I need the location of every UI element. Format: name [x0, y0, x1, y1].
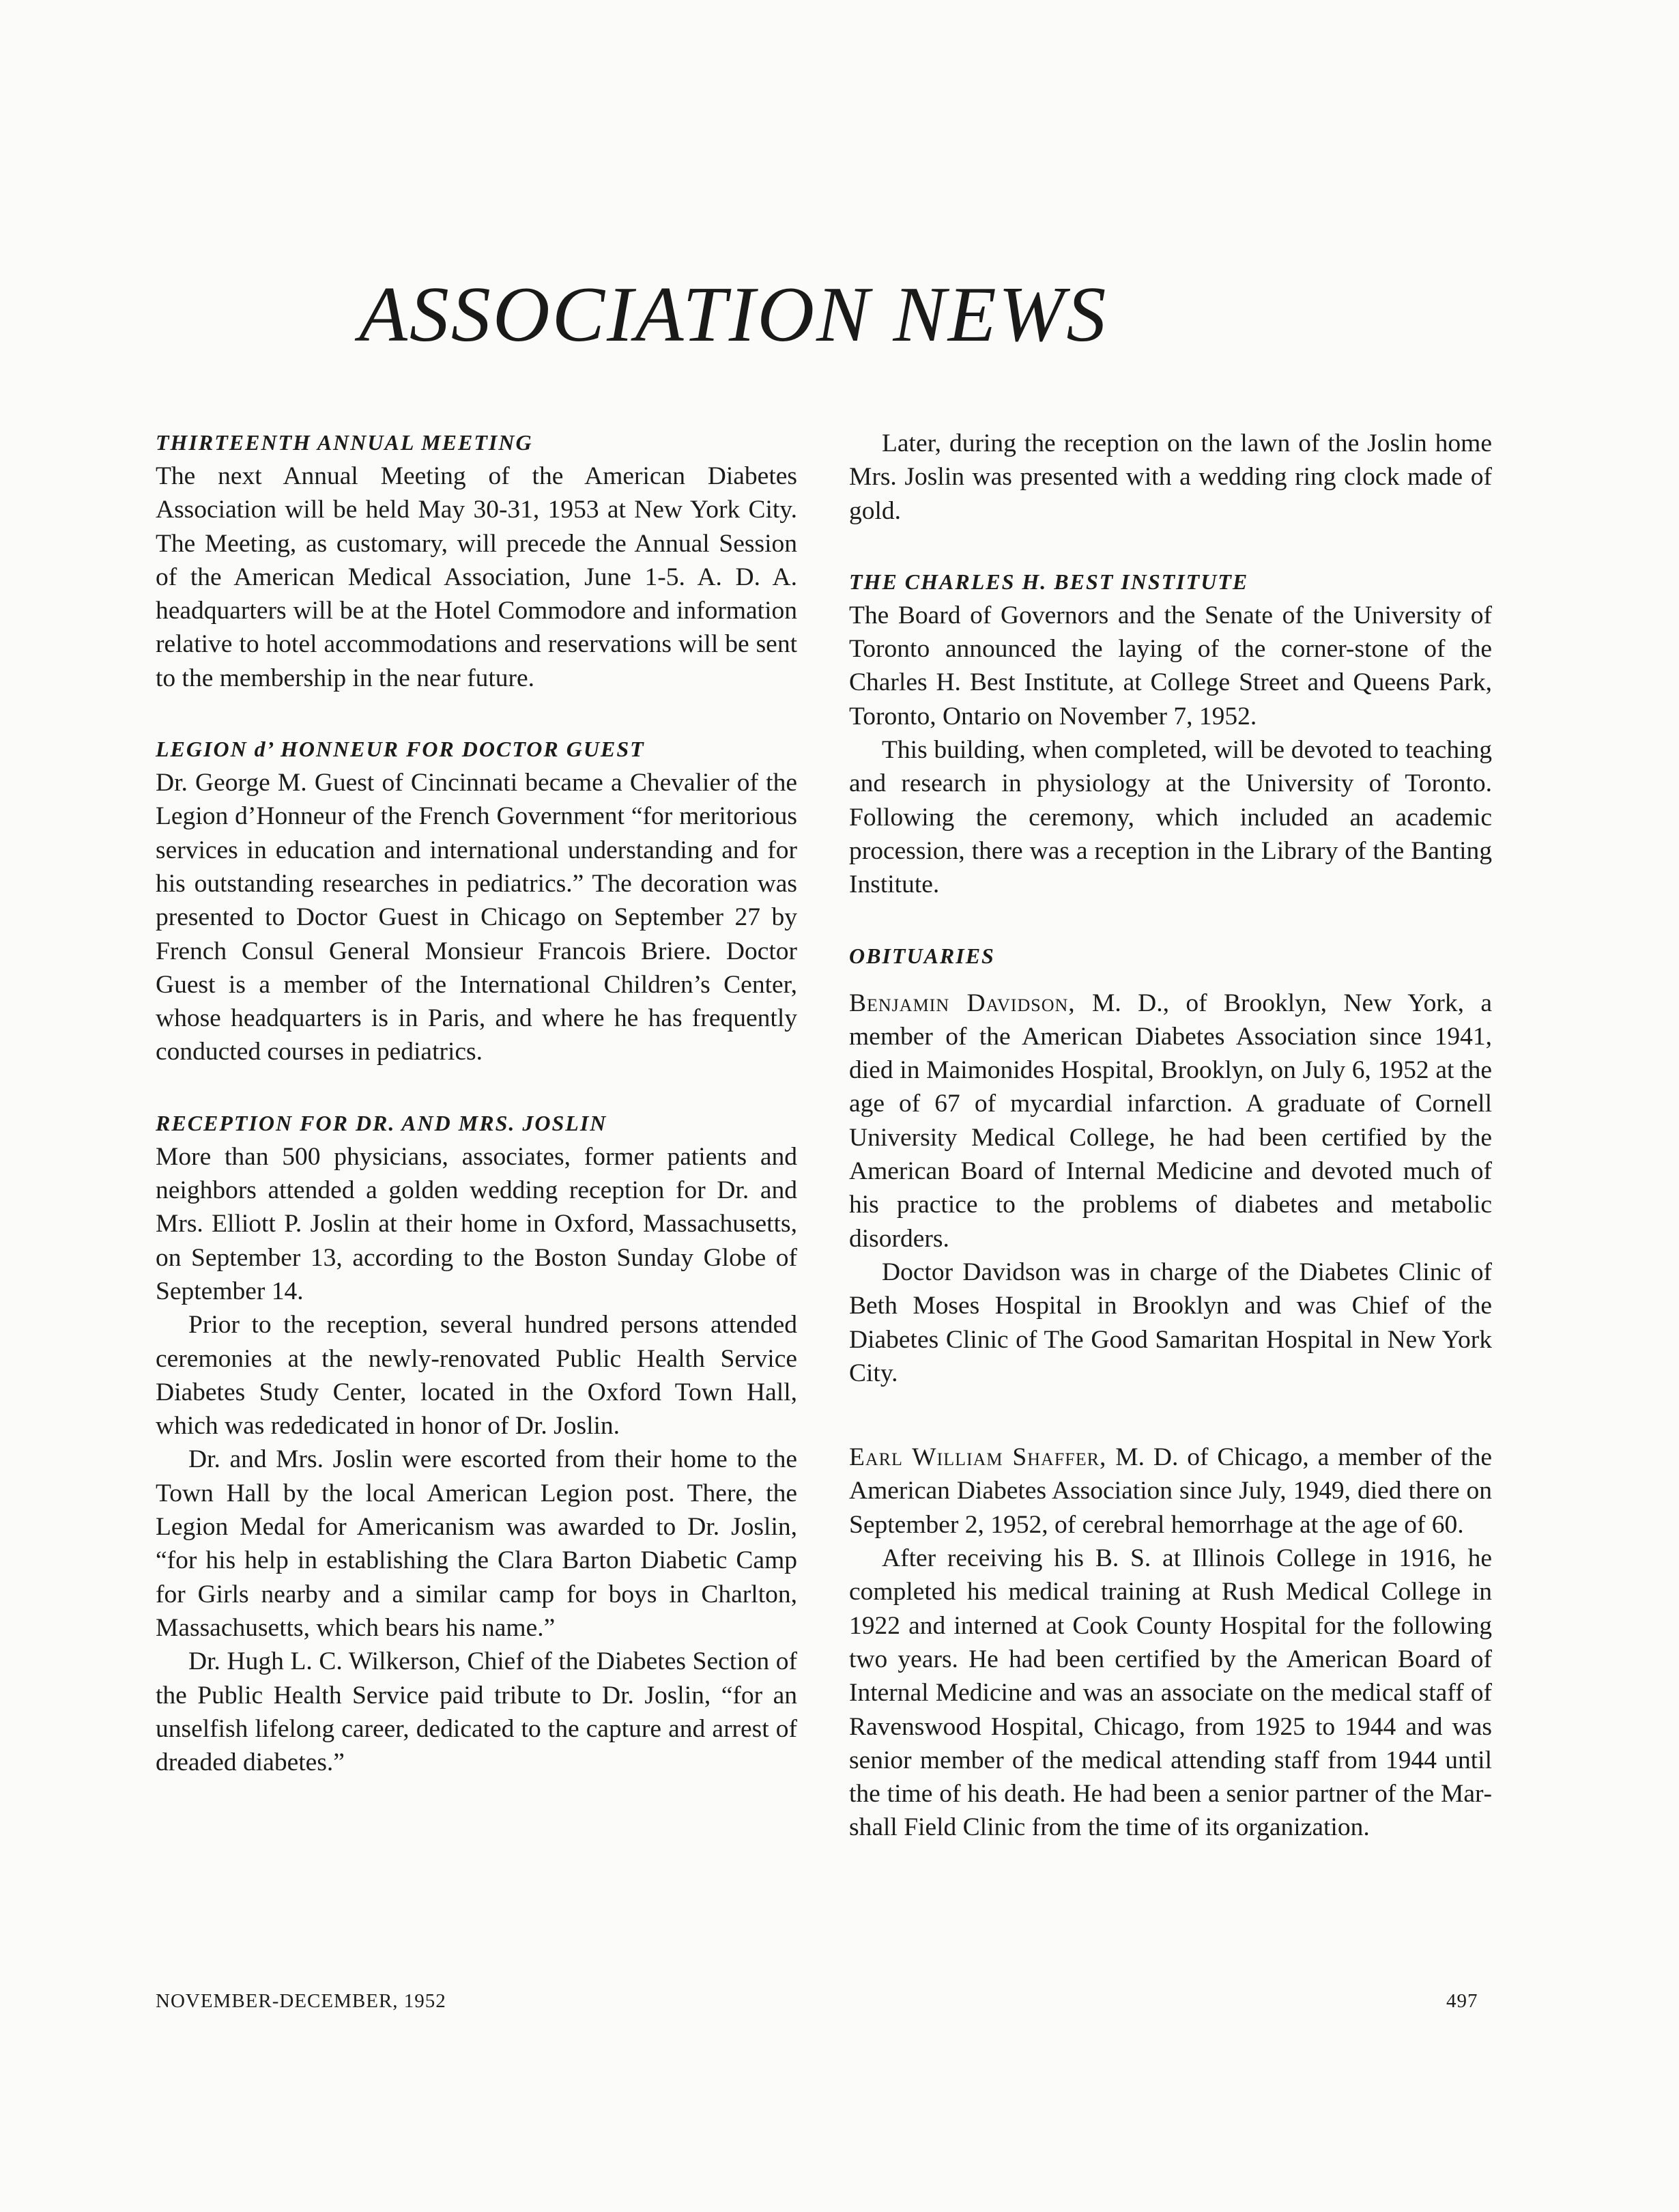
section-heading: LEGION d’ HONNEUR FOR DOCTOR GUEST	[156, 737, 645, 762]
obituary-paragraph	[849, 1441, 1492, 1542]
paragraph: This building, when completed, will be devoted to teaching and research in physiology at the University of Toronto. Following the ceremony, which included an academic procession, there was a reception in the Library of the Banting Institute.	[849, 736, 1492, 899]
page-number: 497	[1446, 1990, 1478, 2012]
section-best-institute	[849, 566, 1492, 902]
paragraph: Doctor Davidson was in charge of the Diabetes Clinic of Beth Moses Hospital in Brooklyn and was Chief of the Diabetes Clinic of The Good Samaritan Hospital in New York City.	[849, 1258, 1492, 1387]
obituary-text: M. D. of Chicago, a member of the American Diabetes Association since July, 1949, died there on September 2, 1952, of cerebral hemorrhage at the age of 60.	[849, 1443, 1492, 1539]
paragraph: Dr. George M. Guest of Cincinnati became a Chevalier of the Legion d’Honneur of the French Government “for meritorious services in education and international understanding and for his outstanding researches in pediatrics.” The decoration was presented to Doctor Guest in Chicago on September 27 by French Consul General Monsieur Francois Briere. Doctor Guest is a member of the International Children’s Center, whose headquarters is in Paris, and where he has frequently conducted courses in pediatrics.	[156, 769, 797, 1066]
section-obituaries	[849, 940, 1492, 1845]
section-joslin-continued	[849, 427, 1492, 528]
section-joslin-reception	[156, 1107, 797, 1780]
obituary-name: Benjamin Davidson,	[849, 989, 1076, 1017]
footer-issue: NOVEMBER-DECEMBER, 1952	[156, 1990, 446, 2012]
section-heading: THIRTEENTH ANNUAL MEETING	[156, 430, 533, 455]
paragraph: After receiving his B. S. at Illinois College in 1916, he completed his medical training at Rush Medical College in 1922 and interned at Cook County Hospital for the following two years. He had been certified by the American Board of Internal Medicine and was an associate on the medical staff of Ravenswood Hospital, Chicago, from 1925 to 1944 and was senior member of the medical attending staff from 1944 until the time of his death. He had been a senior partner of the Marshall Field Clinic from the time of its organization.	[849, 1544, 1492, 1842]
paragraph: The Board of Governors and the Senate of the University of Toronto announced the laying of the corner-stone of the Charles H. Best Institute, at College Street and Queens Park, Toronto, Ontario on November 7, 1952.	[849, 601, 1492, 731]
section-heading: OBITUARIES	[849, 943, 995, 968]
section-heading: THE CHARLES H. BEST INSTITUTE	[849, 569, 1249, 594]
left-column	[156, 427, 797, 1817]
page-title: ASSOCIATION NEWS	[359, 271, 1108, 358]
right-column	[849, 427, 1492, 1883]
obituary-text: M. D., of Brooklyn, New York, a member of the American Diabetes Association since 1941, died in Maimonides Hospital, Brooklyn, on July 6, 1952 at the age of 67 of mycardial infarction. A graduate of Cornell University Medical College, he had been certified by the American Board of Internal Medicine and devoted much of his practice to the problems of diabetes and metabolic disorders.	[849, 989, 1492, 1253]
section-heading: RECEPTION FOR DR. AND MRS. JOSLIN	[156, 1110, 607, 1135]
paragraph: Prior to the reception, several hundred persons attended ceremonies at the newly-renovated Public Health Service Diabetes Study Center, located in the Oxford Town Hall, which was rededicated in honor of Dr. Joslin.	[156, 1311, 797, 1441]
section-legion-honneur	[156, 733, 797, 1069]
section-annual-meeting	[156, 427, 797, 695]
obituary-name: Earl William Shaffer,	[849, 1443, 1107, 1472]
paragraph: More than 500 physicians, associates, former patients and neighbors attended a golden wedding reception for Dr. and Mrs. Elliott P. Joslin at their home in Oxford, Massachusetts, on September 13, according to the Boston Sunday Globe of September 14.	[156, 1142, 797, 1305]
obituary-paragraph	[849, 987, 1492, 1256]
paragraph: Dr. and Mrs. Joslin were escorted from their home to the Town Hall by the local American Legion post. There, the Legion Medal for Americanism was awarded to Dr. Joslin, “for his help in establishing the Clara Barton Diabetic Camp for Girls nearby and a similar camp for boys in Charlton, Massachusetts, which bears his name.”	[156, 1445, 797, 1642]
paragraph: The next Annual Meeting of the American Diabetes Association will be held May 30-31, 1953 at New York City. The Meeting, as customary, will precede the Annual Session of the American Medical Association, June 1-5. A. D. A. headquarters will be at the Hotel Commodore and information relative to hotel accommodations and reservations will be sent to the membership in the near future.	[156, 462, 797, 692]
paragraph: Dr. Hugh L. C. Wilkerson, Chief of the Diabetes Section of the Public Health Service paid tribute to Dr. Joslin, “for an unselfish lifelong career, dedicated to the capture and arrest of dreaded diabetes.”	[156, 1647, 797, 1777]
paragraph: Later, during the reception on the lawn of the Joslin home Mrs. Joslin was presented with a wedding ring clock made of gold.	[849, 429, 1492, 525]
